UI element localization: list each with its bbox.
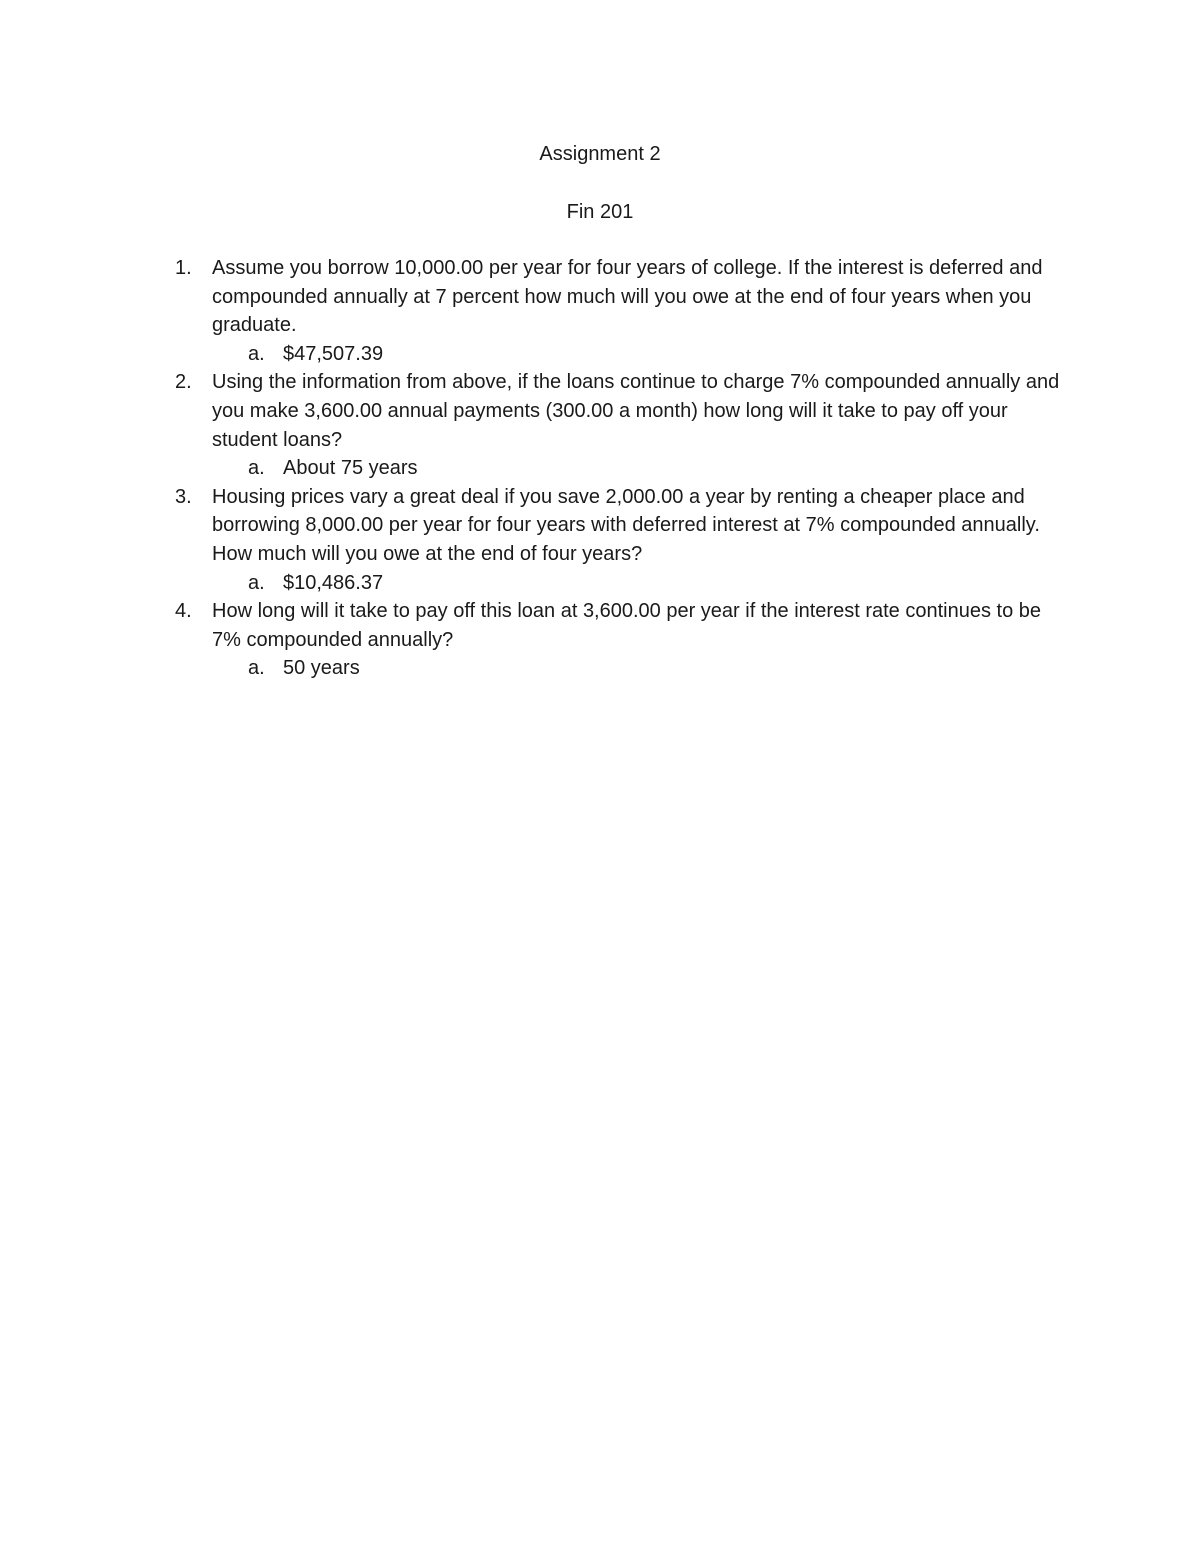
question-number: 4. xyxy=(175,600,192,623)
answer-text: $10,486.37 xyxy=(283,571,384,594)
answer-item xyxy=(212,340,1075,369)
question-text: Using the information from above, if the loans continue to charge 7% compounded annually and you make 3,600.00 annual payments (300.00 a month) how long will it take to pay off your student loans? xyxy=(212,371,1060,451)
question-text: Assume you borrow 10,000.00 per year for four years of college. If the interest is deferred and compounded annually at 7 percent how much will you owe at the end of four years when you graduate. xyxy=(212,257,1043,337)
question-item xyxy=(175,254,1075,368)
question-item xyxy=(175,483,1075,597)
answer-label: a. xyxy=(248,657,265,680)
answer-text: $47,507.39 xyxy=(283,342,384,365)
answer-item xyxy=(212,654,1075,683)
question-number: 1. xyxy=(175,257,192,279)
question-item xyxy=(175,597,1075,683)
answer-label: a. xyxy=(248,457,265,480)
document-title: Assignment 2 xyxy=(539,143,661,165)
question-text: How long will it take to pay off this loan at 3,600.00 per year if the interest rate continues to be 7% compounded annually? xyxy=(212,600,1042,651)
question-item xyxy=(175,368,1075,482)
question-number: 2. xyxy=(175,371,192,394)
answer-item xyxy=(212,569,1075,598)
answer-text: About 75 years xyxy=(283,457,418,480)
question-list xyxy=(175,254,1075,683)
question-text: Housing prices vary a great deal if you save 2,000.00 a year by renting a cheaper place and borrowing 8,000.00 per year for four years with deferred interest at 7% compounded annually. How much will you owe at the end of four years? xyxy=(212,485,1040,565)
answer-label: a. xyxy=(248,342,265,365)
document-subtitle: Fin 201 xyxy=(566,201,634,223)
question-number: 3. xyxy=(175,485,192,508)
answer-text: 50 years xyxy=(283,657,360,680)
answer-label: a. xyxy=(248,571,265,594)
answer-item xyxy=(212,454,1075,483)
